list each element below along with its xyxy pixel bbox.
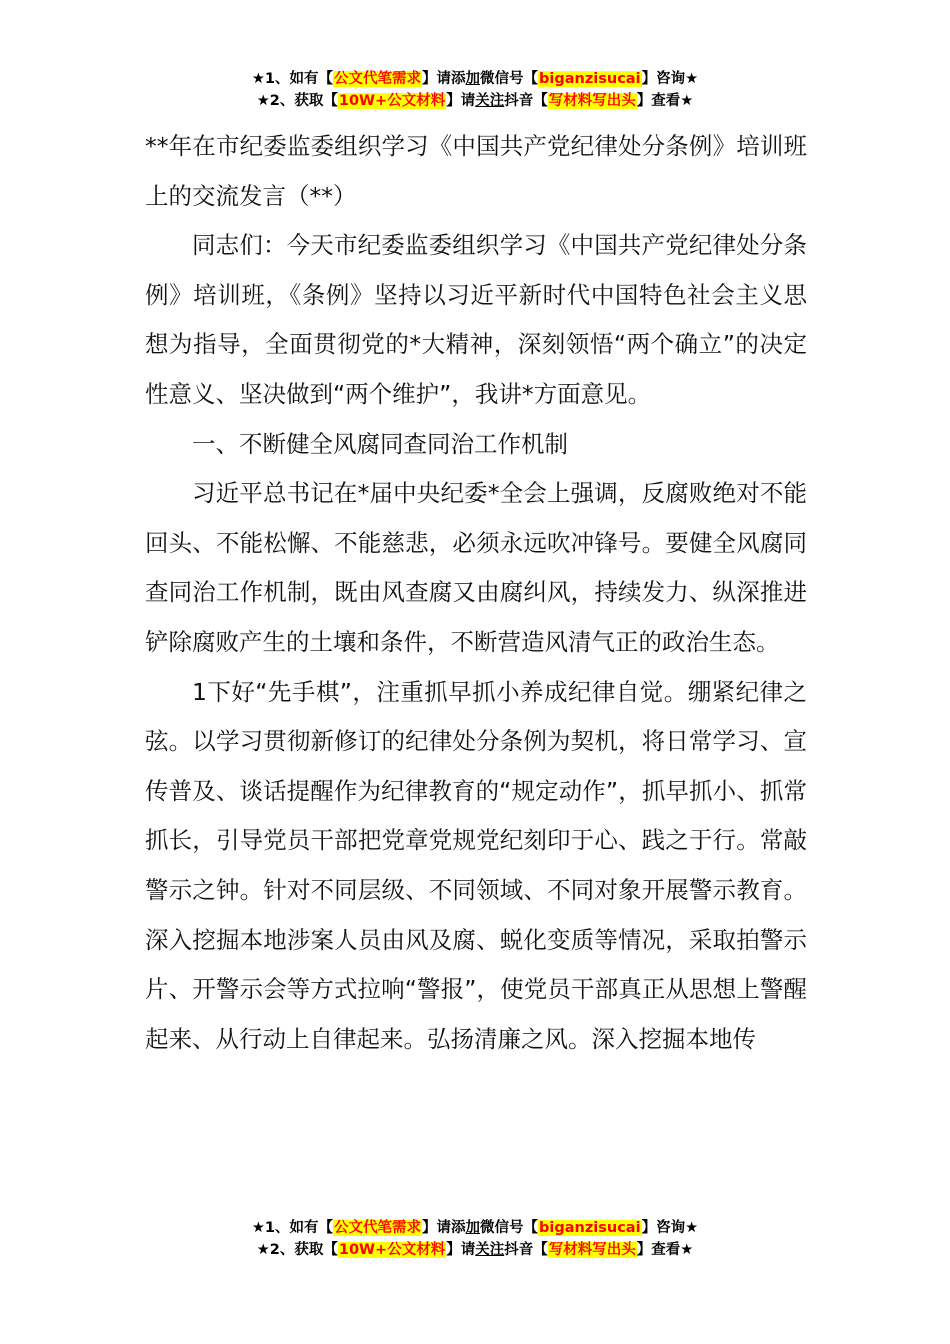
banner-highlight: biganzisucai bbox=[539, 71, 641, 87]
footer-banner bbox=[0, 1217, 950, 1261]
paragraph-opening: 同志们：今天市纪委监委组织学习《中国共产党纪律处分条例》培训班，《条例》坚持以习近平新时代中国特色社会主义思想为指导，全面贯彻党的*大精神，深刻领悟“两个确立”的决定性意义、坚决做到“两个维护”，我讲*方面意见。 bbox=[145, 231, 807, 408]
banner-text: 微信号【 bbox=[480, 71, 539, 87]
banner-underlined-text: 加 bbox=[465, 1220, 481, 1236]
banner-underlined-text: 关注 bbox=[475, 93, 505, 109]
banner-text: 】查看★ bbox=[636, 1242, 694, 1258]
banner-text: 】查看★ bbox=[636, 93, 694, 109]
banner-line-2 bbox=[0, 1239, 950, 1261]
banner-text: 微信号【 bbox=[480, 1220, 539, 1236]
banner-highlight: 10W+公文材料 bbox=[338, 93, 446, 109]
banner-highlight: 写材料写出头 bbox=[548, 93, 636, 109]
banner-underlined-text: 加 bbox=[465, 71, 481, 87]
banner-text: 】咨询★ bbox=[641, 1220, 699, 1236]
banner-text: 】咨询★ bbox=[641, 71, 699, 87]
banner-text: 】请 bbox=[446, 93, 476, 109]
banner-text: 】请添 bbox=[422, 71, 466, 87]
banner-text: ★1、如有【 bbox=[251, 71, 334, 87]
banner-highlight: biganzisucai bbox=[539, 1220, 641, 1236]
banner-highlight: 公文代笔需求 bbox=[334, 71, 422, 87]
document-body bbox=[145, 122, 807, 1064]
section-heading: 一、不断健全风腐同查同治工作机制 bbox=[192, 429, 568, 458]
banner-text: ★2、获取【 bbox=[256, 93, 338, 109]
banner-highlight: 写材料写出头 bbox=[548, 1242, 636, 1258]
banner-text: ★2、获取【 bbox=[256, 1242, 338, 1258]
banner-text: 】请添 bbox=[422, 1220, 466, 1236]
banner-line-1 bbox=[0, 68, 950, 90]
document-title: **年在市纪委监委组织学习《中国共产党纪律处分条例》培训班上的交流发言（**） bbox=[145, 132, 807, 210]
banner-highlight: 公文代笔需求 bbox=[334, 1220, 422, 1236]
banner-text: 抖音【 bbox=[504, 93, 548, 109]
banner-highlight: 10W+公文材料 bbox=[338, 1242, 446, 1258]
banner-text: 】请 bbox=[446, 1242, 476, 1258]
banner-line-2 bbox=[0, 90, 950, 112]
banner-text: 抖音【 bbox=[504, 1242, 548, 1258]
banner-underlined-text: 关注 bbox=[475, 1242, 505, 1258]
banner-text: ★1、如有【 bbox=[251, 1220, 334, 1236]
paragraph-point-1: 1下好“先手棋”，注重抓早抓小养成纪律自觉。绷紧纪律之弦。以学习贯彻新修订的纪律处分条例为契机，将日常学习、宣传普及、谈话提醒作为纪律教育的“规定动作”，抓早抓小、抓常抓长，引导党员干部把党章党规党纪刻印于心、践之于行。常敲警示之钟。针对不同层级、不同领域、不同对象开展警示教育。深入挖掘本地涉案人员由风及腐、蜕化变质等情况，采取拍警示片、开警示会等方式拉响“警报”，使党员干部真正从思想上警醒起来、从行动上自律起来。弘扬清廉之风。深入挖掘本地传 bbox=[145, 677, 807, 1053]
paragraph-section-intro: 习近平总书记在*届中央纪委*全会上强调，反腐败绝对不能回头、不能松懈、不能慈悲，必须永远吹冲锋号。要健全风腐同查同治工作机制，既由风查腐又由腐纠风，持续发力、纵深推进铲除腐败产生的土壤和条件，不断营造风清气正的政治生态。 bbox=[145, 479, 807, 656]
header-banner bbox=[0, 68, 950, 112]
banner-line-1 bbox=[0, 1217, 950, 1239]
